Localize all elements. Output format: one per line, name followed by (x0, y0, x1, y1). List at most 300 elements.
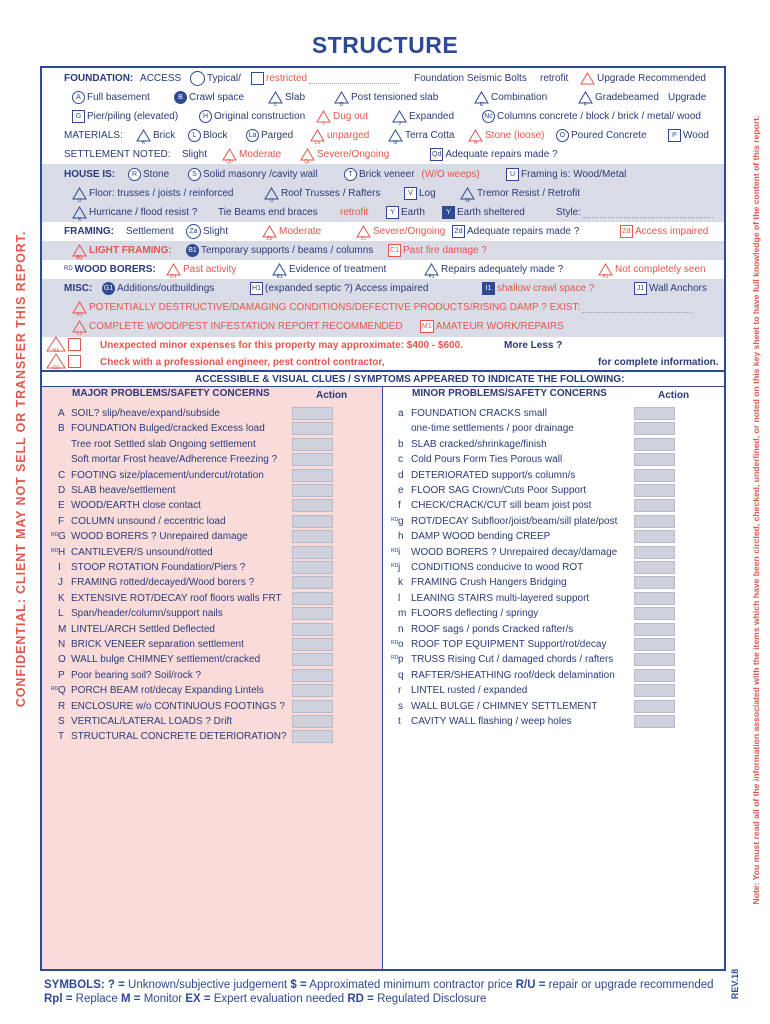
minor-letter: r (398, 685, 402, 697)
triangle-icon: C (268, 91, 283, 104)
major-action-field[interactable] (292, 730, 333, 743)
major-action-field[interactable] (292, 669, 333, 682)
minor-action-field[interactable] (634, 469, 675, 482)
major-action-header: Action (316, 390, 348, 401)
minor-row[interactable] (398, 714, 572, 729)
settlement-label: SETTLEMENT NOTED: (64, 149, 171, 160)
major-row[interactable] (51, 683, 264, 698)
post-tensioned-option[interactable]: D Post tensioned slab (334, 88, 438, 107)
major-text: COLUMN unsound / eccentric load (71, 515, 226, 527)
minor-text: ROT/DECAY Subfloor/joist/beam/sill plate/post (411, 515, 618, 527)
major-letter: S (58, 716, 65, 727)
regulated-disclosure-mark: RD (391, 655, 399, 662)
misc-label: MISC: (64, 283, 93, 294)
tremor-option[interactable]: W Tremor Resist / Retrofit (460, 184, 580, 203)
major-letter: J (58, 577, 63, 589)
framing-label: FRAMING: (64, 226, 114, 237)
major-row[interactable] (58, 668, 201, 683)
minor-letter: m (398, 608, 407, 620)
major-action-field[interactable] (292, 499, 333, 512)
triangle-icon: E1 (272, 263, 287, 276)
minor-letter: f (398, 500, 401, 512)
major-row[interactable] (58, 652, 260, 667)
unexpected-text: Unexpected minor expenses for this property may approximate: $400 - $600. (100, 340, 463, 351)
minor-action-field[interactable] (634, 561, 675, 574)
major-text: BRICK VENEER separation settlement (71, 639, 244, 650)
tie-beams-option[interactable]: Tie Beams end braces (218, 207, 318, 218)
minor-letter: a (398, 408, 404, 419)
additions-option[interactable]: G1 Additions/outbuildings (103, 283, 215, 294)
minor-row[interactable] (398, 483, 586, 498)
major-text: VERTICAL/LATERAL LOADS ? Drift (71, 716, 232, 727)
framing-settlement-label: Settlement (126, 226, 174, 237)
triangle-icon: U (72, 187, 87, 200)
house-framing-row (44, 184, 724, 203)
major-action-field[interactable] (292, 469, 333, 482)
major-row[interactable] (58, 437, 256, 452)
poured-concrete-option[interactable]: O Poured Concrete (556, 126, 647, 145)
house-is-row (44, 165, 724, 184)
earth-sheltered-option[interactable]: Y Earth sheltered (442, 203, 525, 222)
columns-option[interactable]: Nc Columns concrete / block / brick / metal/ wood (482, 107, 701, 126)
upgrade-option[interactable]: Upgrade (668, 92, 707, 103)
major-letter: O (58, 654, 66, 666)
triangle-icon: F (578, 91, 593, 104)
major-row[interactable] (51, 545, 213, 560)
major-text: WOOD BORERS ? Unrepaired damage (71, 531, 248, 543)
roof-trusses-option[interactable]: U Roof Trusses / Rafters (264, 184, 380, 203)
major-action-field[interactable] (292, 715, 333, 728)
major-text: Poor bearing soil? Soil/rock ? (71, 669, 202, 681)
major-row[interactable] (58, 514, 226, 529)
framing-moderate-option[interactable]: Zb Moderate (262, 222, 321, 241)
minor-text: TRUSS Rising Cut / damaged chords / rafters (411, 654, 614, 666)
warning-triangle-icon: Lb (310, 129, 325, 142)
major-row[interactable] (58, 606, 223, 621)
minor-letter: p (398, 654, 404, 666)
circle-icon (190, 71, 205, 86)
minor-row[interactable] (391, 514, 618, 529)
minor-action-field[interactable] (634, 638, 675, 651)
major-action-field[interactable] (292, 546, 333, 559)
wall-anchors-option[interactable]: J1 Wall Anchors (634, 279, 707, 298)
not-completely-seen-option[interactable]: F1 Not completely seen (598, 260, 706, 279)
major-row[interactable] (58, 714, 232, 729)
settlement-adequate-option[interactable]: Qd Adequate repairs made ? (432, 149, 558, 160)
major-letter: F (58, 515, 65, 527)
warning-triangle-icon: F1 (598, 263, 613, 276)
framing-severe-option[interactable]: Zc Severe/Ongoing (356, 222, 445, 241)
major-text: WALL bulge CHIMNEY settlement/cracked (71, 654, 261, 666)
major-row[interactable] (58, 575, 254, 590)
light-framing-row (44, 241, 724, 260)
major-row[interactable] (58, 421, 265, 436)
minor-row[interactable] (398, 606, 538, 621)
brick-veneer-option[interactable]: T Brick veneer (W/O weeps) (344, 165, 480, 184)
repairs-adequate-option[interactable]: F1 Repairs adequately made ? (424, 260, 563, 279)
shallow-crawl-option[interactable]: I1 shallow crawl space ? (482, 279, 594, 298)
major-row[interactable] (58, 591, 282, 606)
framing-wood-metal-option[interactable]: U Framing is: Wood/Metal (506, 165, 626, 184)
past-activity-option[interactable]: D1 Past activity (166, 260, 236, 279)
warning-triangle-icon (580, 72, 595, 85)
triangle-icon: K (136, 129, 151, 142)
temporary-supports-option[interactable]: B1 Temporary supports / beams / columns (186, 241, 373, 260)
major-text: STOOP ROTATION Foundation/Piers ? (71, 562, 246, 573)
minor-row[interactable] (398, 529, 550, 544)
major-action-field[interactable] (292, 684, 333, 697)
major-text: CANTILEVER/S unsound/rotted (71, 546, 213, 558)
minor-text: DETERIORATED support/s column/s (411, 469, 576, 481)
minor-action-field[interactable] (634, 700, 675, 713)
minor-text: SLAB cracked/shrinkage/finish (411, 438, 547, 450)
complete-report-option[interactable]: L1 COMPLETE WOOD/PEST INFESTATION REPORT RECOMMENDED (72, 317, 403, 336)
major-text: LINTEL/ARCH Settled Deflected (71, 623, 215, 635)
wood-option[interactable]: P Wood (668, 126, 709, 145)
minor-row[interactable] (398, 622, 573, 637)
major-letter: E (58, 500, 65, 512)
regulated-disclosure-mark: RD (51, 547, 59, 554)
major-row[interactable] (58, 729, 287, 744)
major-action-field[interactable] (292, 607, 333, 620)
minor-text: ROOF TOP EQUIPMENT Support/rot/decay (411, 639, 607, 650)
major-letter: G (58, 531, 66, 543)
triangle-icon: U (264, 187, 279, 200)
warning-triangle-icon: N1 (46, 336, 66, 352)
earth-option[interactable]: Y Earth (386, 203, 425, 222)
major-text: Span/header/column/support nails (71, 608, 223, 620)
minor-letter: g (398, 515, 404, 527)
minor-action-field[interactable] (634, 453, 675, 466)
expanded-option[interactable]: J Expanded (392, 107, 454, 126)
minor-action-field[interactable] (634, 515, 675, 528)
major-action-field[interactable] (292, 515, 333, 528)
amateur-work-option[interactable]: M1 AMATEUR WORK/REPAIRS (422, 321, 564, 332)
hurricane-option[interactable]: X Hurricane / flood resist ? (72, 203, 197, 222)
more-less-option[interactable]: More Less ? (504, 340, 563, 351)
regulated-disclosure-mark: RD (391, 563, 399, 569)
unexpected-option[interactable] (46, 336, 81, 352)
unparged-option[interactable]: Lb unparged (310, 126, 369, 145)
framing-access-impaired-option[interactable]: Zd Access impaired (620, 222, 708, 241)
minor-letter: e (398, 485, 404, 496)
warning-triangle-icon: N (468, 129, 483, 142)
minor-action-field[interactable] (634, 592, 675, 605)
materials-label: MATERIALS: (64, 130, 123, 141)
minor-text: DAMP WOOD bending CREEP (411, 531, 551, 543)
major-text: ENCLOSURE w/o CONTINUOUS FOOTINGS ? (71, 700, 285, 712)
regulated-disclosure-mark: RD (51, 532, 59, 539)
minor-text: LEANING STAIRS multi-layered support (411, 592, 590, 604)
settlement-row (44, 145, 724, 164)
minor-row[interactable] (398, 437, 547, 452)
major-letter: K (58, 592, 65, 604)
warning-triangle-icon: D1 (166, 263, 181, 276)
minor-letter: o (398, 639, 404, 650)
minor-row[interactable] (398, 452, 562, 467)
major-row[interactable] (58, 468, 264, 483)
triangle-icon: M (388, 129, 403, 142)
triangle-icon: J (392, 110, 407, 123)
regulated-disclosure-mark: RD (391, 516, 399, 523)
minor-header: MINOR PROBLEMS/SAFETY CONCERNS (412, 388, 607, 399)
major-action-field[interactable] (292, 438, 333, 451)
foundation-types-row (44, 88, 724, 107)
warning-triangle-icon: O1 (46, 353, 66, 369)
symbols-legend: SYMBOLS: ? = Unknown/subjective judgement $ = Approximated minimum contractor price R/U = repair or upgrade recommended Rpl = Replace M = Monitor EX = Expert evaluation needed RD = Regulated Disclosure (44, 979, 714, 1005)
minor-letter: d (398, 469, 404, 481)
minor-letter: q (398, 669, 404, 681)
major-action-field[interactable] (292, 530, 333, 543)
house-resist-row (44, 203, 724, 222)
minor-action-header: Action (658, 390, 690, 401)
minor-letter: n (398, 623, 404, 635)
light-framing-label[interactable]: B1 LIGHT FRAMING: (72, 241, 172, 260)
style-field[interactable]: Style: (556, 203, 713, 222)
major-text: Tree root Settled slab Ongoing settlement (71, 438, 256, 450)
minor-action-field[interactable] (634, 684, 675, 697)
settlement-moderate-option[interactable]: Qb Moderate (222, 145, 281, 164)
warning-triangle-icon: L1 (72, 320, 87, 333)
major-action-field[interactable] (292, 422, 333, 435)
major-text: EXTENSIVE ROT/DECAY roof floors walls FRT (71, 592, 282, 604)
house-is-label: HOUSE IS: (64, 169, 116, 180)
minor-text: RAFTER/SHEATHING roof/deck delamination (411, 669, 615, 681)
major-action-field[interactable] (292, 623, 333, 636)
major-text: WOOD/EARTH close contact (71, 500, 201, 512)
minor-action-field[interactable] (634, 499, 675, 512)
major-text: SOIL? slip/heave/expand/subside (71, 408, 220, 419)
minor-action-field[interactable] (634, 715, 675, 728)
pier-piling-option[interactable]: G Pier/piling (elevated) (72, 107, 178, 126)
minor-letter: c (398, 454, 403, 466)
major-action-field[interactable] (292, 407, 333, 420)
minor-action-field[interactable] (634, 653, 675, 666)
typical-option[interactable]: Typical/ (190, 69, 241, 88)
wood-borers-label: RD WOOD BORERS: (64, 264, 156, 275)
restricted-option[interactable]: restricted (251, 69, 399, 88)
minor-row[interactable] (398, 683, 527, 698)
minor-text: one-time settlements / poor drainage (411, 423, 574, 435)
major-text: FOUNDATION Bulged/cracked Excess load (71, 423, 265, 435)
minor-text: FOUNDATION CRACKS small (411, 408, 547, 419)
wood-borers-row (44, 260, 724, 279)
major-letter: D (58, 485, 66, 496)
foundation-label: FOUNDATION: ACCESS (64, 73, 182, 84)
minor-letter: h (398, 531, 404, 543)
past-fire-damage-option[interactable]: C1 Past fire damage ? (388, 241, 487, 260)
major-action-field[interactable] (292, 638, 333, 651)
solid-masonry-option[interactable]: S Solid masonry /cavity wall (188, 165, 317, 184)
septic-access-option[interactable]: H1 (expanded septic ?) Access impaired (250, 279, 428, 298)
retrofit-red-option[interactable]: retrofit (340, 207, 369, 218)
minor-action-field[interactable] (634, 669, 675, 682)
major-letter: P (58, 669, 65, 681)
minor-text: CHECK/CRACK/CUT sill beam joist post (411, 500, 592, 512)
section-divider (40, 370, 726, 372)
major-text: SLAB heave/settlement (71, 485, 176, 496)
framing-row (44, 222, 724, 241)
warning-triangle-icon: Qc (300, 148, 315, 161)
regulated-disclosure-mark: RD (391, 640, 399, 646)
terra-cotta-option[interactable]: M Terra Cotta (388, 126, 454, 145)
major-letter: R (58, 700, 66, 712)
major-letter: M (58, 623, 67, 635)
minor-text: FLOOR SAG Crown/Cuts Poor Support (411, 485, 587, 496)
check-professional-option[interactable] (46, 353, 81, 369)
minor-action-field[interactable] (634, 546, 675, 559)
checkbox-icon (251, 72, 264, 85)
major-row[interactable] (58, 560, 245, 575)
seismic-bolts-label: Foundation Seismic Bolts (414, 73, 527, 84)
minor-action-field[interactable] (634, 530, 675, 543)
minor-row[interactable] (398, 699, 597, 714)
major-action-field[interactable] (292, 561, 333, 574)
gradebeamed-option[interactable]: F Gradebeamed (578, 88, 659, 107)
major-text: Soft mortar Frost heave/Adherence Freezing ? (71, 454, 278, 466)
minor-action-field[interactable] (634, 438, 675, 451)
warning-triangle-icon: K1 (72, 301, 87, 314)
minor-row[interactable] (398, 575, 567, 590)
minor-row[interactable] (391, 637, 607, 652)
combination-option[interactable]: E Combination (474, 88, 547, 107)
minor-letter: i (398, 546, 401, 558)
dug-out-option[interactable]: I Dug out (316, 107, 368, 126)
potentially-destructive-option[interactable]: K1 POTENTIALLY DESTRUCTIVE/DAMAGING CONDITIONS/DEFECTIVE PRODUCTS/RISING DAMP ? EXIST: (72, 298, 692, 317)
retrofit-option[interactable]: retrofit (540, 73, 569, 84)
major-action-field[interactable] (292, 484, 333, 497)
full-basement-option[interactable]: A Full basement (72, 88, 150, 107)
major-letter: Q (58, 685, 66, 697)
crawl-space-option[interactable]: B Crawl space (174, 88, 244, 107)
minor-letter: j (398, 562, 401, 573)
major-row[interactable] (51, 529, 248, 544)
minor-letter: b (398, 438, 404, 450)
floor-option[interactable]: U Floor: trusses / joists / reinforced (72, 184, 234, 203)
foundation-types-row-2 (44, 107, 724, 126)
major-row[interactable] (58, 699, 285, 714)
major-action-field[interactable] (292, 700, 333, 713)
triangle-icon: D (334, 91, 349, 104)
log-option[interactable]: V Log (404, 184, 436, 203)
framing-slight-option[interactable]: Za Slight (186, 222, 228, 241)
major-letter: H (58, 546, 66, 558)
major-letter: C (58, 469, 66, 481)
major-action-field[interactable] (292, 592, 333, 605)
major-row[interactable] (58, 622, 215, 637)
minor-text: WALL BULGE / CHIMNEY SETTLEMENT (411, 700, 598, 712)
minor-action-field[interactable] (634, 576, 675, 589)
minor-text: FLOORS deflecting / springy (411, 608, 539, 620)
major-text: FOOTING size/placement/undercut/rotation (71, 469, 264, 481)
evidence-treatment-option[interactable]: E1 Evidence of treatment (272, 260, 386, 279)
original-construction-option[interactable]: H Original construction (199, 107, 305, 126)
regulated-disclosure-mark: RD (51, 686, 59, 693)
upgrade-recommended-option[interactable]: Upgrade Recommended (580, 69, 706, 88)
major-text: STRUCTURAL CONCRETE DETERIORATION? (71, 731, 287, 743)
major-letter: T (58, 731, 65, 743)
warning-triangle-icon: Qb (222, 148, 237, 161)
major-action-field[interactable] (292, 453, 333, 466)
minor-action-field[interactable] (634, 407, 675, 420)
settlement-severe-option[interactable]: Qc Severe/Ongoing (300, 145, 389, 164)
major-letter: L (58, 608, 64, 620)
minor-text: WOOD BORERS ? Unrepaired decay/damage (411, 546, 618, 558)
minor-row[interactable] (398, 406, 547, 421)
minor-row[interactable] (398, 421, 574, 436)
warning-triangle-icon: Zb (262, 225, 277, 238)
warning-triangle-icon: B1 (72, 244, 87, 257)
minor-text: LINTEL rusted / expanded (411, 685, 528, 697)
minor-text: CONDITIONS conducive to wood ROT (411, 562, 584, 573)
minor-text: ROOF sags / ponds Cracked rafter/s (411, 623, 574, 635)
column-divider (382, 387, 383, 969)
clues-header: ACCESSIBLE & VISUAL CLUES / SYMPTOMS APPEARED TO INDICATE THE FOLLOWING: (195, 374, 625, 385)
check-professional-text: Check with a professional engineer, pest control contractor, (100, 357, 385, 368)
framing-adequate-option[interactable]: Zd Adequate repairs made ? (452, 222, 579, 241)
settlement-slight-option[interactable]: Slight (182, 149, 208, 160)
major-row[interactable] (58, 483, 176, 498)
major-action-field[interactable] (292, 653, 333, 666)
minor-text: CAVITY WALL flashing / weep holes (411, 716, 572, 727)
confidential-notice: CONFIDENTIAL: CLIENT MAY NOT SELL OR TRANSFER THIS REPORT. (14, 230, 28, 708)
minor-row[interactable] (398, 468, 575, 483)
minor-letter: s (398, 700, 403, 712)
stone-option[interactable]: R Stone (128, 165, 169, 184)
major-row[interactable] (58, 406, 220, 421)
minor-action-field[interactable] (634, 607, 675, 620)
major-text: FRAMING rotted/decayed/Wood borers ? (71, 577, 255, 589)
minor-letter: k (398, 577, 403, 589)
triangle-icon: E (474, 91, 489, 104)
slab-option[interactable]: C Slab (268, 88, 305, 107)
minor-row[interactable] (391, 545, 618, 560)
minor-row[interactable] (398, 591, 589, 606)
minor-action-field[interactable] (634, 623, 675, 636)
read-all-note: Note: You must read all of the information associated with the items which have been circled, checked, underlined, or noted on this key sheet to have full knowledge of the content of this report. (751, 114, 761, 905)
major-action-field[interactable] (292, 576, 333, 589)
triangle-icon: X (72, 206, 87, 219)
minor-text: Cold Pours Form Ties Porous wall (411, 454, 563, 466)
minor-letter: l (398, 592, 401, 604)
minor-action-field[interactable] (634, 484, 675, 497)
materials-row (44, 126, 724, 145)
minor-action-field[interactable] (634, 422, 675, 435)
major-row[interactable] (58, 498, 201, 513)
major-row[interactable] (58, 452, 277, 467)
stone-loose-option[interactable]: N Stone (loose) (468, 126, 544, 145)
minor-row[interactable] (398, 498, 591, 513)
major-text: PORCH BEAM rot/decay Expanding Lintels (71, 685, 264, 697)
minor-row[interactable] (391, 560, 584, 575)
revision-label: REV.18 (730, 968, 740, 1000)
regulated-disclosure-mark: RD (391, 547, 399, 554)
complete-information-text: for complete information. (598, 357, 719, 368)
complete-report-row (44, 317, 724, 336)
minor-letter: t (398, 716, 401, 727)
minor-row[interactable] (391, 652, 614, 667)
minor-row[interactable] (398, 668, 615, 683)
brick-option[interactable]: K Brick (136, 126, 175, 145)
triangle-icon: W (460, 187, 475, 200)
warning-triangle-icon: I (316, 110, 331, 123)
misc-row (44, 279, 724, 298)
major-letter: N (58, 639, 66, 650)
major-row[interactable] (58, 637, 244, 652)
block-option[interactable]: L Block (188, 126, 227, 145)
parged-option[interactable]: La Parged (246, 126, 293, 145)
page-title: STRUCTURE (311, 32, 459, 58)
